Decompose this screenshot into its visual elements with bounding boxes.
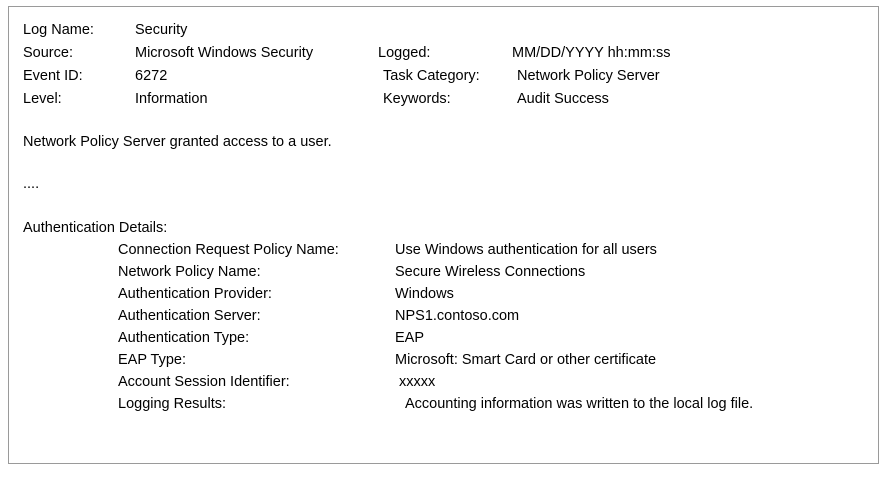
detail-row xyxy=(23,239,864,261)
spacer xyxy=(23,195,864,215)
logging-results-label: Logging Results: xyxy=(118,396,227,412)
event-header-fields xyxy=(23,19,864,111)
detail-row xyxy=(23,371,864,393)
spacer xyxy=(23,153,864,173)
eap-type-label: EAP Type: xyxy=(118,352,186,368)
keywords-label: Keywords: xyxy=(383,91,451,107)
task-category-value: Network Policy Server xyxy=(517,68,660,84)
spacer xyxy=(23,111,864,131)
event-id-value: 6272 xyxy=(135,68,168,84)
source-value: Microsoft Windows Security xyxy=(135,45,314,61)
eap-type-value: Microsoft: Smart Card or other certificate xyxy=(395,352,657,368)
authentication-details-title: Authentication Details: xyxy=(23,220,168,236)
event-header-row xyxy=(23,65,864,88)
authentication-details-list xyxy=(23,239,864,415)
account-session-identifier-label: Account Session Identifier: xyxy=(118,374,290,390)
authentication-type-value: EAP xyxy=(395,330,425,346)
log-name-value: Security xyxy=(135,22,188,38)
logged-label: Logged: xyxy=(378,45,431,61)
logged-value: MM/DD/YYYY hh:mm:ss xyxy=(512,45,671,61)
event-header-row xyxy=(23,88,864,111)
event-details-panel xyxy=(8,6,879,464)
network-policy-name-value: Secure Wireless Connections xyxy=(395,264,586,280)
network-policy-name-label: Network Policy Name: xyxy=(118,264,261,280)
level-value: Information xyxy=(135,91,208,107)
event-header-row xyxy=(23,42,864,65)
detail-row xyxy=(23,393,864,415)
level-label: Level: xyxy=(23,91,62,107)
detail-row xyxy=(23,305,864,327)
authentication-server-value: NPS1.contoso.com xyxy=(395,308,520,324)
event-description: Network Policy Server granted access to a user. xyxy=(23,134,332,150)
connection-request-policy-name-label: Connection Request Policy Name: xyxy=(118,242,339,258)
detail-row xyxy=(23,283,864,305)
event-id-label: Event ID: xyxy=(23,68,83,84)
detail-row xyxy=(23,349,864,371)
authentication-type-label: Authentication Type: xyxy=(118,330,250,346)
detail-row xyxy=(23,327,864,349)
logging-results-value: Accounting information was written to the local log file. xyxy=(405,396,754,412)
event-ellipsis: .... xyxy=(23,176,40,192)
keywords-value: Audit Success xyxy=(517,91,609,107)
source-label: Source: xyxy=(23,45,73,61)
task-category-label: Task Category: xyxy=(383,68,480,84)
authentication-server-label: Authentication Server: xyxy=(118,308,261,324)
account-session-identifier-value: xxxxx xyxy=(399,374,436,390)
authentication-provider-label: Authentication Provider: xyxy=(118,286,272,302)
event-details-content xyxy=(9,7,878,463)
event-header-row xyxy=(23,19,864,42)
authentication-provider-value: Windows xyxy=(395,286,454,302)
connection-request-policy-name-value: Use Windows authentication for all users xyxy=(395,242,657,258)
log-name-label: Log Name: xyxy=(23,22,94,38)
detail-row xyxy=(23,261,864,283)
